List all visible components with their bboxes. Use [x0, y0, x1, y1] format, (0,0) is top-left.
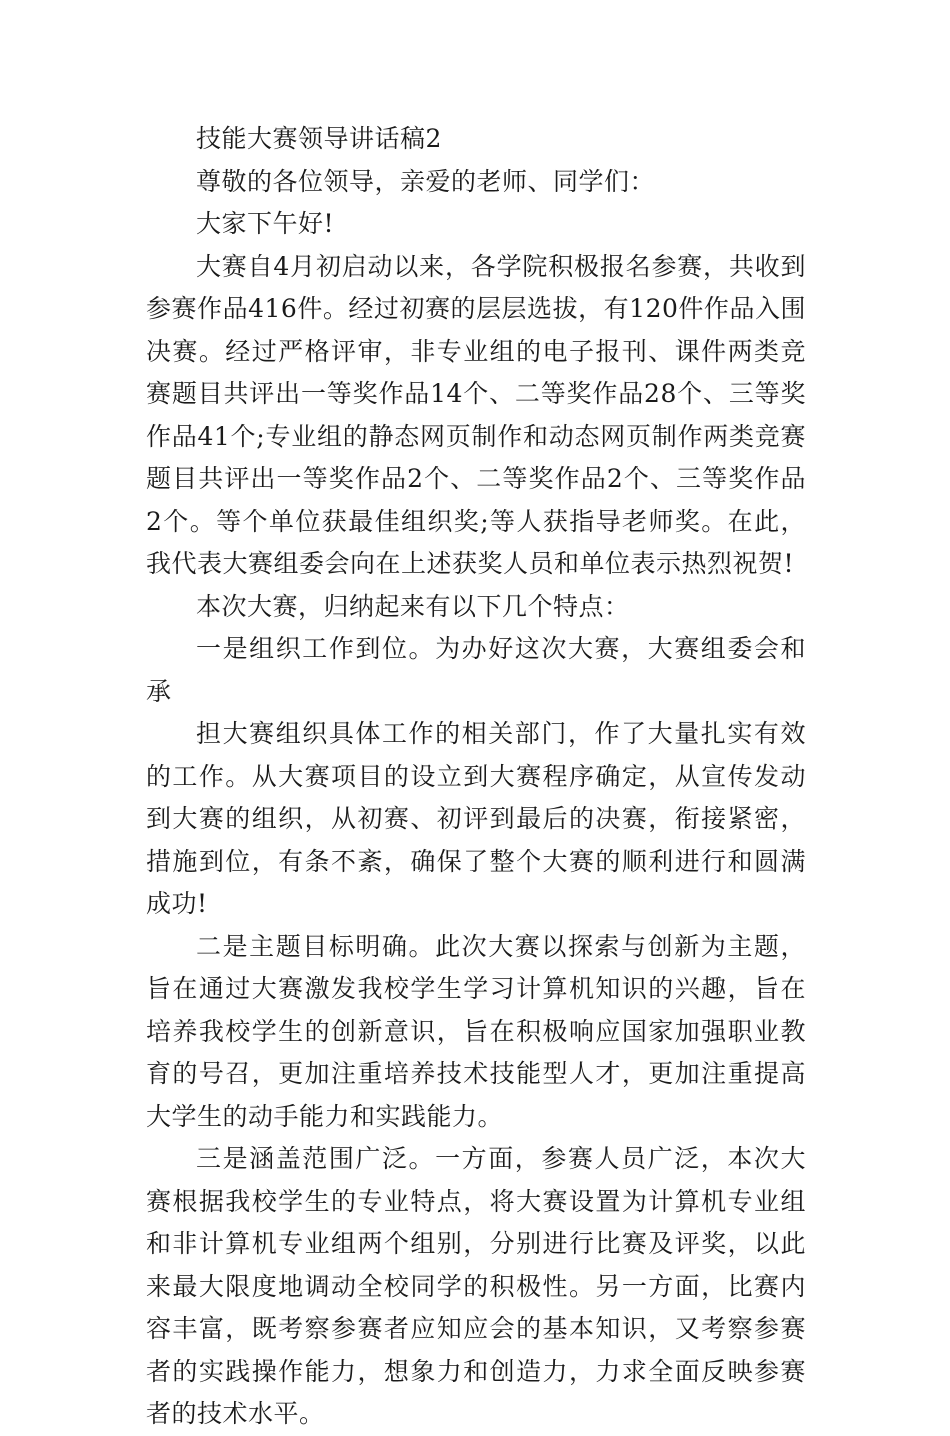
paragraph-features-intro: 本次大赛，归纳起来有以下几个特点： [196, 591, 630, 621]
salutation: 尊敬的各位领导，亲爱的老师、同学们： [196, 166, 656, 196]
greeting: 大家下午好! [196, 209, 335, 238]
paragraph-results: 大赛自4月初启动以来，各学院积极报名参赛，共收到参赛作品416件。经过初赛的层层选拔，有120件作品入围决赛。经过严格评审，非专业组的电子报刊、课件两类竞赛题目共评出一等奖作品14个、二等奖作品28个、三等奖作品41个;专业组的静态网页制作和动态网页制作两类竞赛题目共评出一等奖作品2个、二等奖作品2个、三等奖作品2个。等个单位获最佳组织奖;等人获指导老师奖。在此，我代表大赛组委会向在上述获奖人员和单位表示热烈祝贺! [146, 251, 806, 578]
document-title: 技能大赛领导讲话稿2 [196, 124, 442, 153]
document-body [146, 118, 806, 1436]
paragraph-point-two: 二是主题目标明确。此次大赛以探索与创新为主题，旨在通过大赛激发我校学生学习计算机知识的兴趣，旨在培养我校学生的创新意识，旨在积极响应国家加强职业教育的号召，更加注重培养技术技能型人才，更加注重提高大学生的动手能力和实践能力。 [146, 931, 806, 1131]
paragraph-point-one-body: 担大赛组织具体工作的相关部门，作了大量扎实有效的工作。从大赛项目的设立到大赛程序确定，从宣传发动到大赛的组织，从初赛、初评到最后的决赛，衔接紧密，措施到位，有条不紊，确保了整个大赛的顺利进行和圆满成功! [146, 719, 806, 918]
paragraph-point-three: 三是涵盖范围广泛。一方面，参赛人员广泛，本次大赛根据我校学生的专业特点，将大赛设置为计算机专业组和非计算机专业组两个组别，分别进行比赛及评奖，以此来最大限度地调动全校同学的积极性。另一方面，比赛内容丰富，既考察参赛者应知应会的基本知识，又考察参赛者的实践操作能力，想象力和创造力，力求全面反映参赛者的技术水平。 [146, 1144, 806, 1428]
paragraph-point-one-lead: 一是组织工作到位。为办好这次大赛，大赛组委会和承 [146, 634, 806, 706]
